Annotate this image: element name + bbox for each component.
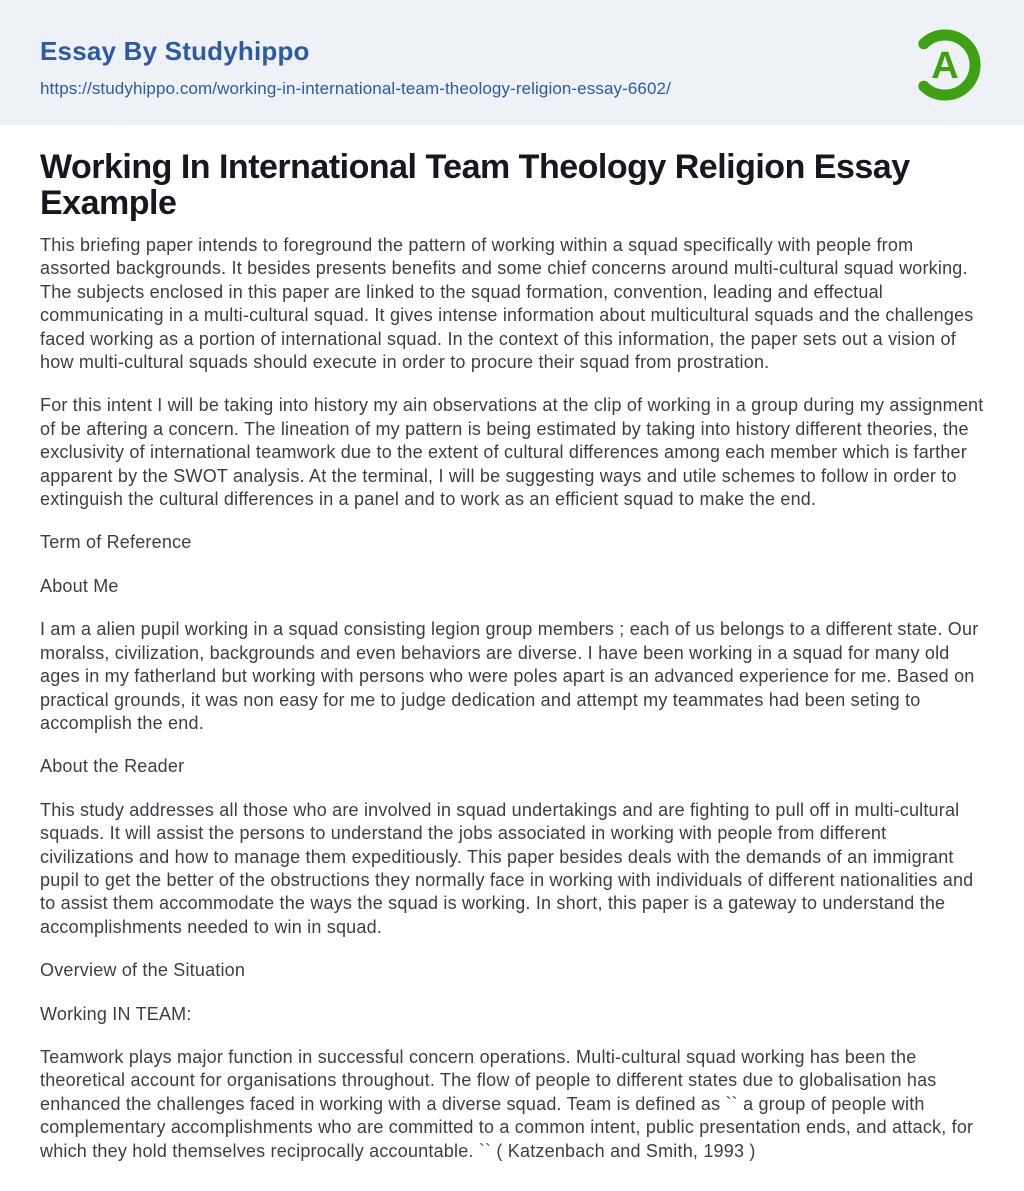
paragraph: I am a alien pupil working in a squad consisting legion group members ; each of us belongs to a different state. Our moralss, civilization, backgrounds and even behaviors are diverse. I have been working in a squad for many old ages in my fatherland but working with persons who were poles apart is an advanced experience for me. Based on practical grounds, it was non easy for me to judge dedication and attempt my teammates had been seting to accomplish the end.	[40, 619, 979, 733]
logo-letter: A	[931, 44, 959, 87]
paragraph: This briefing paper intends to foreground the pattern of working within a squad specifically with people from assorted backgrounds. It besides presents benefits and some chief concerns around multi-cultural squad working. The subjects enclosed in this paper are linked to the squad formation, convention, leading and effectual communicating in a multi-cultural squad. It gives intense information about multicultural squads and the challenges faced working as a portion of international squad. In the context of this information, the paper sets out a vision of how multi-cultural squads should execute in order to procure their squad from prostration.	[40, 235, 974, 373]
studyhippo-logo	[905, 25, 985, 105]
section-heading: About the Reader	[40, 756, 185, 777]
page-header	[0, 0, 1024, 125]
logo-ring-icon	[905, 25, 985, 105]
essay-article	[0, 125, 1024, 1163]
header-text-group	[40, 36, 671, 99]
paragraph: For this intent I will be taking into history my ain observations at the clip of working in a group during my assignment of be aftering a concern. The lineation of my pattern is being estimated by taking into history different theories, the exclusivity of international teamwork due to the extent of cultural differences among each member which is farther apparent by the SWOT analysis. At the terminal, I will be suggesting ways and utile schemes to follow in order to extinguish the cultural differences in a panel and to work as an efficient squad to make the end.	[40, 395, 984, 510]
section-heading: Term of Reference	[40, 532, 192, 553]
section-heading: About Me	[40, 575, 119, 596]
section-heading: Working IN TEAM:	[40, 1003, 192, 1024]
paragraph: This study addresses all those who are involved in squad undertakings and are fighting to pull off in multi-cultural squads. It will assist the persons to understand the jobs associated in working with people from different civilizations and how to manage them expeditiously. This paper besides deals with the demands of an immigrant pupil to get the better of the obstructions they normally face in working with individuals of different nationalities and to assist them accommodate the ways the squad is working. In short, this paper is a gateway to understand the accomplishments needed to win in squad.	[40, 799, 974, 937]
essay-title: Working In International Team Theology Religion Essay Example	[40, 148, 910, 222]
paragraph: Teamwork plays major function in successful concern operations. Multi-cultural squad working has been the theoretical account for organisations throughout. The flow of people to different states due to globalisation has enhanced the challenges faced in working with a diverse squad. Team is defined as `` a group of people with complementary accomplishments who are committed to a common intent, public presentation ends, and attack, for which they hold themselves reciprocally accountable. `` ( Katzenbach and Smith, 1993 )	[40, 1046, 974, 1161]
section-heading: Overview of the Situation	[40, 960, 246, 981]
site-label: Essay By Studyhippo	[40, 36, 310, 66]
essay-url-link[interactable]: https://studyhippo.com/working-in-international-team-theology-religion-essay-6602/	[40, 79, 671, 98]
article-body	[40, 234, 984, 1163]
